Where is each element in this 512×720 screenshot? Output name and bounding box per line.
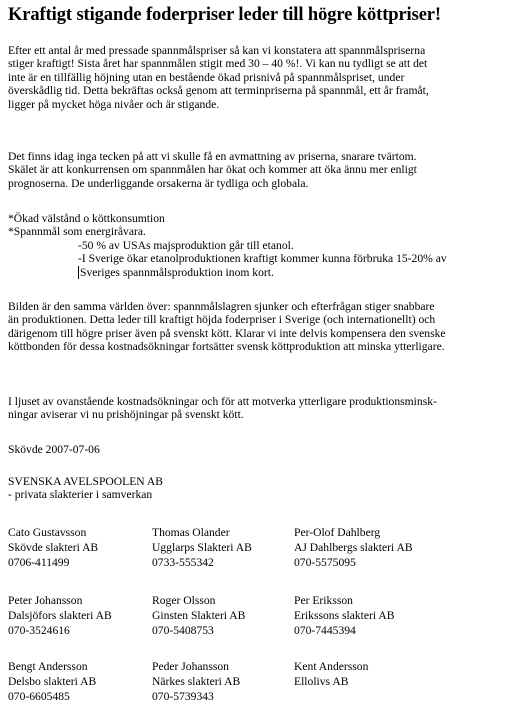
contact-card — [152, 659, 240, 704]
document-title: Kraftigt stigande foderpriser leder till högre köttpriser! — [8, 5, 441, 25]
contact-company: Ugglarps Slakteri AB — [152, 541, 252, 554]
contact-company: Skövde slakteri AB — [8, 541, 99, 554]
text-line: Det finns idag inga tecken på att vi skulle få en avmattning av priserna, snarare tvärtom. — [8, 150, 417, 163]
contact-name: Kent Andersson — [294, 660, 369, 673]
contact-card — [294, 593, 394, 638]
contact-card — [8, 525, 98, 570]
organization — [8, 475, 163, 502]
sub-bullet-item: -50 % av USAs majsproduktion går till etanol. — [78, 238, 294, 252]
text-line: I ljuset av ovanstående kostnadsökningar och för att motverka ytterligare produktionsminsk- — [8, 395, 437, 408]
contact-phone: 0733-555342 — [152, 556, 214, 569]
date-line — [8, 443, 100, 456]
text-line: ningar aviserar vi nu prishöjningar på svenskt kött. — [8, 408, 244, 422]
text-line: överskådlig tid. Detta bekräftas också genom att terminpriserna på spannmål, ett år framåt, — [8, 84, 429, 98]
paragraph-price-increase — [8, 44, 504, 111]
organization-tagline: - privata slakterier i samverkan — [8, 488, 153, 502]
contact-card — [8, 593, 112, 638]
contact-company: Ellolivs AB — [294, 675, 349, 688]
text-line: därigenom till högre priser även på svenskt kött. Klarar vi inte delvis kompensera den svenske — [8, 326, 446, 340]
contact-phone: 070-5408753 — [152, 624, 214, 637]
bullet-item: *Ökad välstånd o köttkonsumtion — [8, 212, 165, 225]
paragraph-price-announcement — [8, 395, 504, 422]
text-line: Skälet är att konkurrensen om spannmålen har ökat och kommer att öka ännu mer enligt — [8, 163, 417, 177]
contact-card — [294, 525, 413, 570]
text-line: Efter ett antal år med pressade spannmålspriser så kan vi konstatera att spannmålspriserna — [8, 44, 426, 57]
contact-name: Bengt Andersson — [8, 660, 88, 673]
text-line: stiger kraftigt! Sista året har spannmålen stigit med 30 – 40 %!. Vi kan nu tydligt se att det — [8, 57, 428, 71]
paragraph-global-picture — [8, 300, 504, 354]
bullet-list — [8, 212, 504, 279]
contact-card — [294, 659, 368, 689]
bullet-item: *Spannmål som energiråvara. — [8, 225, 146, 239]
contact-phone: 070-5739343 — [152, 690, 214, 703]
contact-name: Thomas Olander — [152, 526, 230, 539]
contact-company: Delsbo slakteri AB — [8, 675, 97, 688]
contact-company: Erikssons slakteri AB — [294, 609, 395, 622]
contact-company: Närkes slakteri AB — [152, 675, 241, 688]
contact-company: AJ Dahlbergs slakteri AB — [294, 541, 413, 554]
text-line: prognoserna. De underliggande orsakerna är tydliga och globala. — [8, 176, 309, 190]
text-line: inte är en tillfällig höjning utan en bestående ökad prisnivå på spannmålspriset, under — [8, 70, 405, 84]
sub-bullet-item-continued — [8, 266, 504, 279]
text-cursor: Sveriges spannmålsproduktion inom kort. — [80, 265, 274, 279]
contact-card — [8, 659, 96, 704]
paragraph-competition — [8, 150, 504, 190]
text-line: Bilden är den samma världen över: spannmålslagren sjunker och efterfrågan stiger snabbare — [8, 300, 435, 313]
contact-card — [152, 525, 252, 570]
contact-phone: 070-7445394 — [294, 624, 356, 637]
text-line: än produktionen. Detta leder till kraftigt höjda foderpriser i Sverige (och internationellt) och — [8, 313, 436, 327]
contact-phone: 070-3524616 — [8, 624, 70, 637]
contact-name: Roger Olsson — [152, 594, 216, 607]
text-line: ligger på mycket höga nivåer och är stigande. — [8, 97, 220, 111]
contact-name: Per Eriksson — [294, 594, 353, 607]
place-date: Skövde 2007-07-06 — [8, 443, 100, 456]
contact-name: Per-Olof Dahlberg — [294, 526, 381, 539]
contact-card — [152, 593, 245, 638]
contact-phone: 070-5575095 — [294, 556, 356, 569]
text-line: köttbonden för dessa kostnadsökningar fortsätter svensk köttproduktion att minska ytterligare. — [8, 340, 445, 354]
contact-company: Ginsten Slakteri AB — [152, 609, 246, 622]
sub-bullet-item: -I Sverige ökar etanolproduktionen kraftigt kommer kunna förbruka 15-20% av — [78, 252, 447, 266]
organization-name: SVENSKA AVELSPOOLEN AB — [8, 475, 164, 488]
contact-company: Dalsjöfors slakteri AB — [8, 609, 112, 622]
contact-phone: 0706-411499 — [8, 556, 70, 569]
contact-phone: 070-6605485 — [8, 690, 70, 703]
contact-name: Cato Gustavsson — [8, 526, 87, 539]
contact-name: Peter Johansson — [8, 594, 83, 607]
contact-name: Peder Johansson — [152, 660, 229, 673]
